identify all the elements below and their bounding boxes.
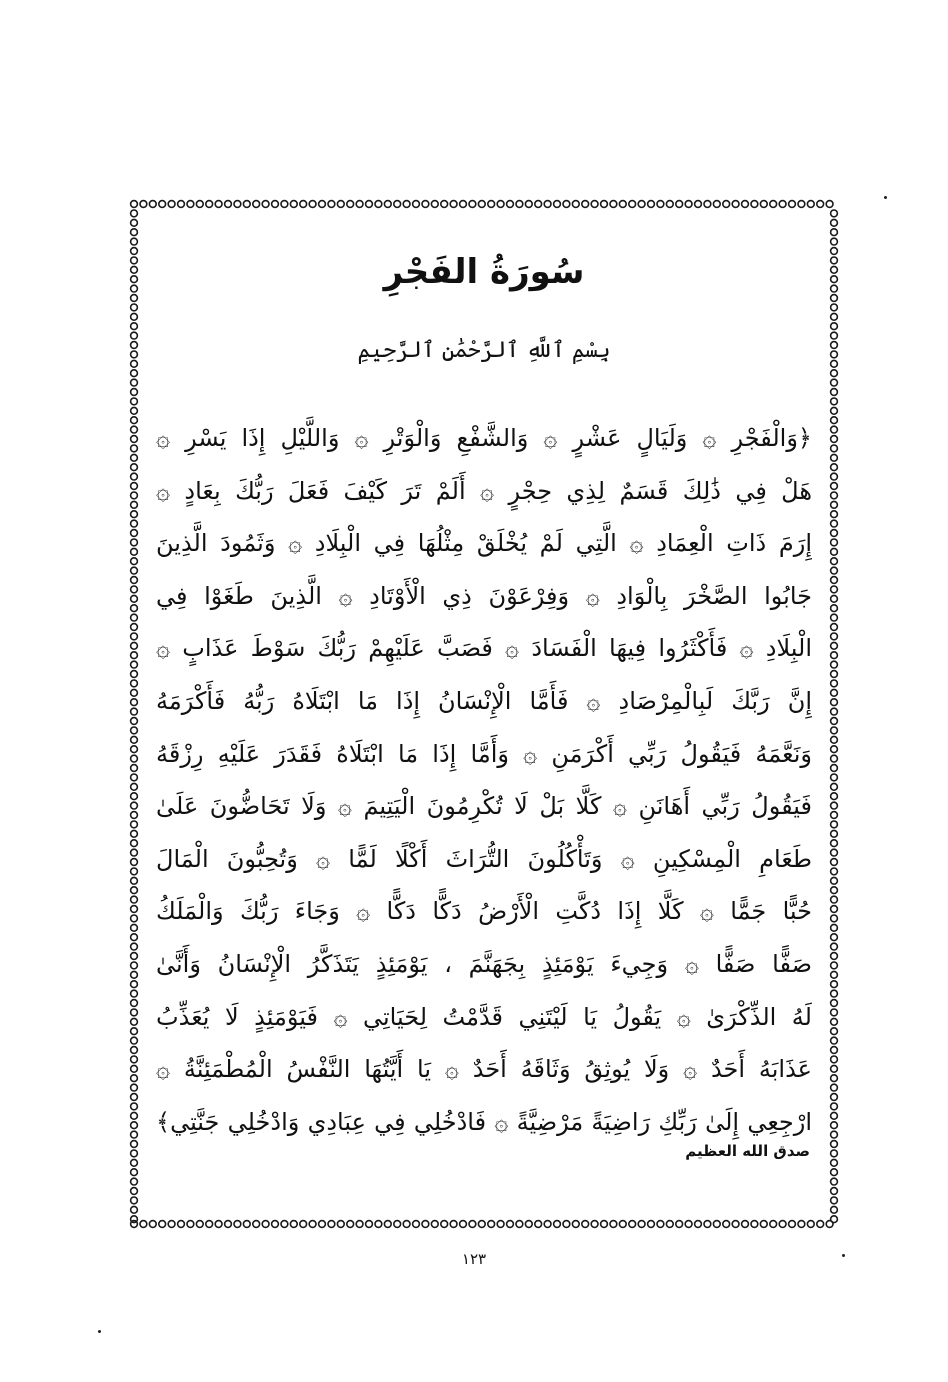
verse-line: حُبًّا جَمًّا ۞ كَلَّا إِذَا دُكَّتِ الْأَرْضُ دَكًّا دَكًّا ۞ وَجَاءَ رَبُّكَ وَالْمَلَكُ — [156, 897, 812, 926]
verse-line: فَيَقُولُ رَبِّي أَهَانَنِ ۞ كَلَّا بَلْ لَا تُكْرِمُونَ الْيَتِيمَ ۞ وَلَا تَحَاضُّونَ عَلَىٰ — [156, 792, 812, 821]
ornamental-border — [128, 198, 840, 1230]
scan-speck — [98, 1330, 101, 1333]
verse-line: عَذَابَهُ أَحَدٌ ۞ وَلَا يُوثِقُ وَثَاقَهُ أَحَدٌ ۞ يَا أَيَّتُهَا النَّفْسُ الْمُطْمَئِنَّةُ ۞ — [156, 1055, 812, 1084]
verse-line: إِنَّ رَبَّكَ لَبِالْمِرْصَادِ ۞ فَأَمَّا الْإِنْسَانُ إِذَا مَا ابْتَلَاهُ رَبُّهُ فَأَكْرَمَهُ — [156, 686, 812, 715]
closing-phrase: صدق الله العظيم — [685, 1142, 810, 1160]
surah-title: سُورَةُ الفَجْرِ — [383, 252, 585, 292]
verse-line: طَعَامِ الْمِسْكِينِ ۞ وَتَأْكُلُونَ التُّرَاثَ أَكْلًا لَمًّا ۞ وَتُحِبُّونَ الْمَالَ — [156, 844, 812, 873]
verse-text — [156, 412, 812, 1148]
verse-line: الْبِلَادِ ۞ فَأَكْثَرُوا فِيهَا الْفَسَادَ ۞ فَصَبَّ عَلَيْهِمْ رَبُّكَ سَوْطَ عَذَابٍ ۞ — [156, 634, 812, 663]
basmala: بِسْمِ ٱللَّهِ ٱلرَّحْمَٰنِ ٱلرَّحِيمِ — [357, 338, 611, 363]
verse-line: لَهُ الذِّكْرَىٰ ۞ يَقُولُ يَا لَيْتَنِي قَدَّمْتُ لِحَيَاتِي ۞ فَيَوْمَئِذٍ لَا يُعَذِّبُ — [156, 1002, 812, 1031]
page-content — [148, 216, 820, 1212]
verse-line: وَنَعَّمَهُ فَيَقُولُ رَبِّي أَكْرَمَنِ ۞ وَأَمَّا إِذَا مَا ابْتَلَاهُ فَقَدَرَ عَلَيْهِ رِزْقَهُ — [156, 739, 812, 768]
verse-line: إِرَمَ ذَاتِ الْعِمَادِ ۞ الَّتِي لَمْ يُخْلَقْ مِثْلُهَا فِي الْبِلَادِ ۞ وَثَمُودَ الَّذِينَ — [156, 529, 812, 558]
scan-speck — [842, 1254, 845, 1257]
scan-speck — [884, 196, 887, 199]
verse-line: ﴿وَالْفَجْرِ ۞ وَلَيَالٍ عَشْرٍ ۞ وَالشَّفْعِ وَالْوَتْرِ ۞ وَاللَّيْلِ إِذَا يَسْرِ ۞ — [156, 424, 812, 452]
page-number: ١٢٣ — [461, 1250, 487, 1268]
verse-line: صَفًّا صَفًّا ۞ وَجِيءَ يَوْمَئِذٍ بِجَهَنَّمَ ، يَوْمَئِذٍ يَتَذَكَّرُ الْإِنْسَانُ وَأَنَّىٰ — [156, 949, 812, 978]
verse-line: هَلْ فِي ذَٰلِكَ قَسَمٌ لِذِي حِجْرٍ ۞ أَلَمْ تَرَ كَيْفَ فَعَلَ رَبُّكَ بِعَادٍ ۞ — [156, 476, 812, 505]
verse-line: ارْجِعِي إِلَىٰ رَبِّكِ رَاضِيَةً مَرْضِيَّةً ۞ فَادْخُلِي فِي عِبَادِي وَادْخُلِي جَنَّتِي﴾ — [156, 1107, 812, 1136]
verse-line: جَابُوا الصَّخْرَ بِالْوَادِ ۞ وَفِرْعَوْنَ ذِي الْأَوْتَادِ ۞ الَّذِينَ طَغَوْا فِي — [156, 581, 812, 610]
